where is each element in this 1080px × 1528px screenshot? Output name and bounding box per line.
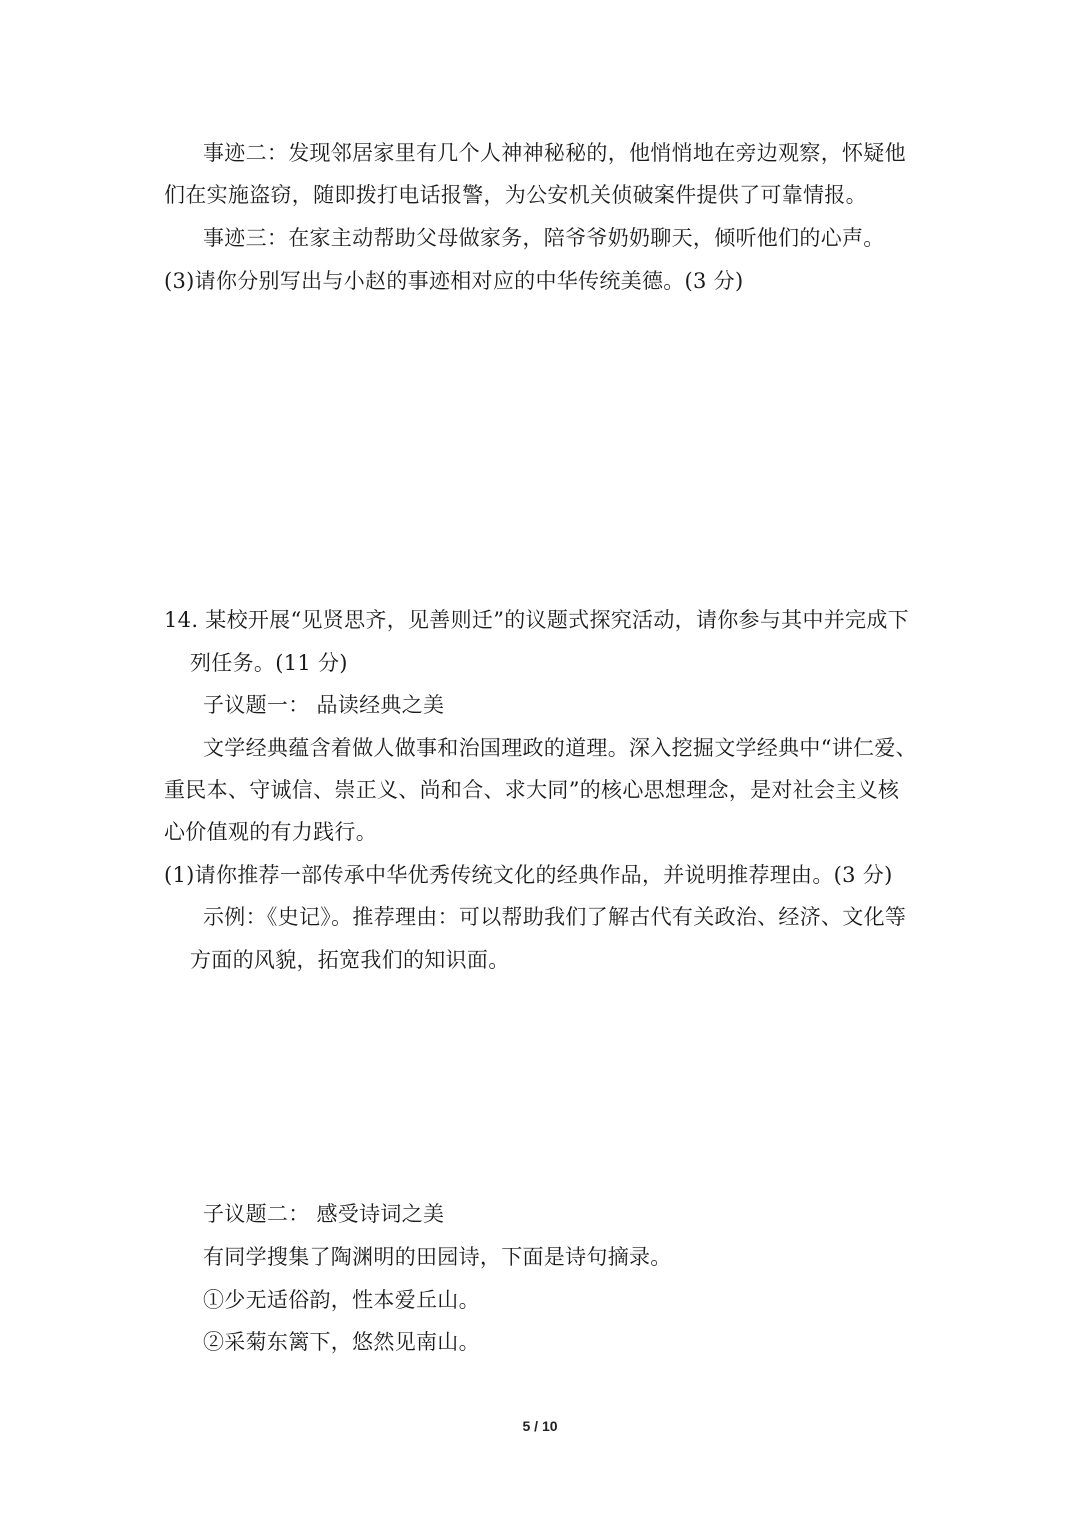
sub-topic-one-paragraph-line-1: 文学经典蕴含着做人做事和治国理政的道理。深入挖掘文学经典中“讲仁爱、 <box>203 736 917 760</box>
deed-two-line-2: 们在实施盗窃，随即拨打电话报警，为公安机关侦破案件提供了可靠情报。 <box>164 183 867 207</box>
deed-three: 事迹三：在家主动帮助父母做家务，陪爷爷奶奶聊天，倾听他们的心声。 <box>203 226 885 250</box>
question-14-stem-line-1: 14. 某校开展“见贤思齐，见善则迁”的议题式探究活动，请你参与其中并完成下 <box>164 608 909 632</box>
poem-line-1: ①少无适俗韵，性本爱丘山。 <box>203 1288 480 1312</box>
question-14-stem-line-2: 列任务。(11 分) <box>190 651 348 675</box>
deed-two-line-1: 事迹二：发现邻居家里有几个人神神秘秘的，他悄悄地在旁边观察，怀疑他 <box>203 141 906 165</box>
page-number: 5 / 10 <box>522 1418 558 1434</box>
example-line-2: 方面的风貌，拓宽我们的知识面。 <box>190 948 510 972</box>
question-13-sub-3: (3)请你分别写出与小赵的事迹相对应的中华传统美德。(3 分) <box>164 269 744 293</box>
question-14-sub-1: (1)请你推荐一部传承中华优秀传统文化的经典作品，并说明推荐理由。(3 分) <box>164 863 893 887</box>
sub-topic-one-paragraph-line-3: 心价值观的有力践行。 <box>164 820 377 844</box>
poem-line-2: ②采菊东篱下，悠然见南山。 <box>203 1330 480 1354</box>
sub-topic-one-paragraph-line-2: 重民本、守诚信、崇正义、尚和合、求大同”的核心思想理念，是对社会主义核 <box>164 778 900 802</box>
sub-topic-one-title: 子议题一： 品读经典之美 <box>203 693 445 717</box>
sub-topic-two-intro: 有同学搜集了陶渊明的田园诗，下面是诗句摘录。 <box>203 1245 672 1269</box>
example-line-1: 示例：《史记》。推荐理由：可以帮助我们了解古代有关政治、经济、文化等 <box>203 905 907 929</box>
sub-topic-two-title: 子议题二： 感受诗词之美 <box>203 1202 445 1226</box>
